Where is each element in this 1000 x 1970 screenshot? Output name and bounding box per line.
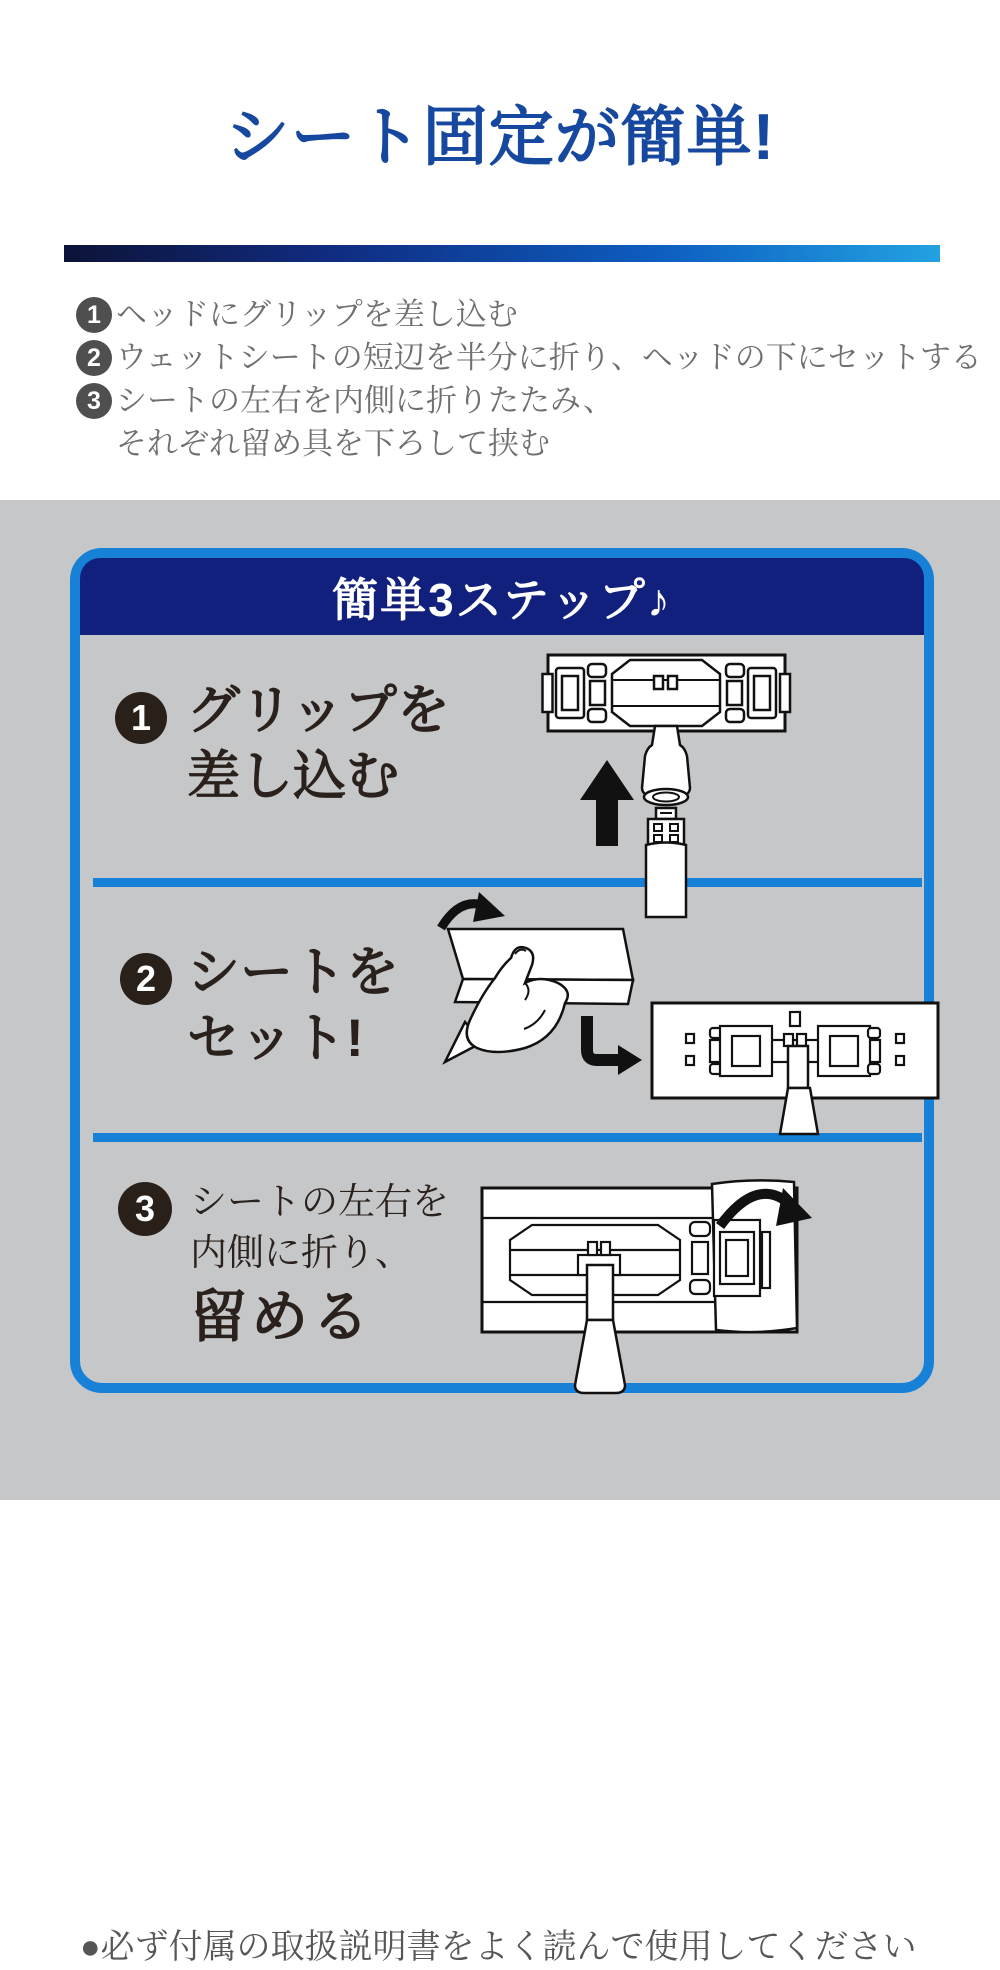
intro-step-text: シートの左右を内側に折りたたみ、: [116, 383, 614, 418]
head-socket: [642, 726, 690, 805]
gray-background-section: [0, 500, 1000, 1966]
clip-fastener: [690, 1220, 770, 1296]
grip-pole: [646, 808, 686, 917]
intro-step-list: [76, 297, 982, 469]
step3-title: シートの左右を 内側に折り、 留める: [190, 1181, 449, 1349]
step-number-badge: 2: [76, 340, 112, 376]
three-step-panel: [70, 548, 934, 1393]
intro-step-text: ウェットシートの短辺を半分に折り、ヘッドの下にセットする: [116, 340, 982, 375]
step1-illustration: [542, 648, 892, 918]
intro-step-1: [76, 297, 982, 333]
arrow-up-icon: [580, 760, 634, 846]
step1-number-badge: 1: [115, 692, 167, 744]
step2-title: シートを セット!: [187, 943, 399, 1068]
step2-sheet-under-head-illustration: [650, 998, 924, 1135]
step-number-badge: 3: [76, 383, 112, 419]
gradient-divider-bar: [64, 245, 940, 262]
mop-head-top-view: [543, 655, 791, 731]
intro-step-3-continued: [76, 426, 982, 462]
step-number-badge: 1: [76, 297, 112, 333]
footer-caution-note: ●必ず付属の取扱説明書をよく読んで使用してください: [80, 1928, 917, 1966]
intro-step-3: [76, 383, 982, 419]
step3-clip-sheet-illustration: [480, 1180, 820, 1398]
intro-step-text: それぞれ留め具を下ろして挟む: [116, 426, 550, 461]
elbow-arrow-icon: [578, 1016, 644, 1076]
fold-arrow-icon: [441, 892, 505, 928]
intro-step-text: ヘッドにグリップを差し込む: [116, 297, 518, 332]
step2-number-badge: 2: [120, 953, 172, 1005]
intro-step-2: [76, 340, 982, 376]
panel-header: 簡単3ステップ♪: [80, 558, 924, 635]
step1-title: グリップを 差し込む: [187, 681, 450, 806]
step3-number-badge: 3: [118, 1182, 172, 1236]
page-title: シート固定が簡単!: [224, 100, 776, 173]
